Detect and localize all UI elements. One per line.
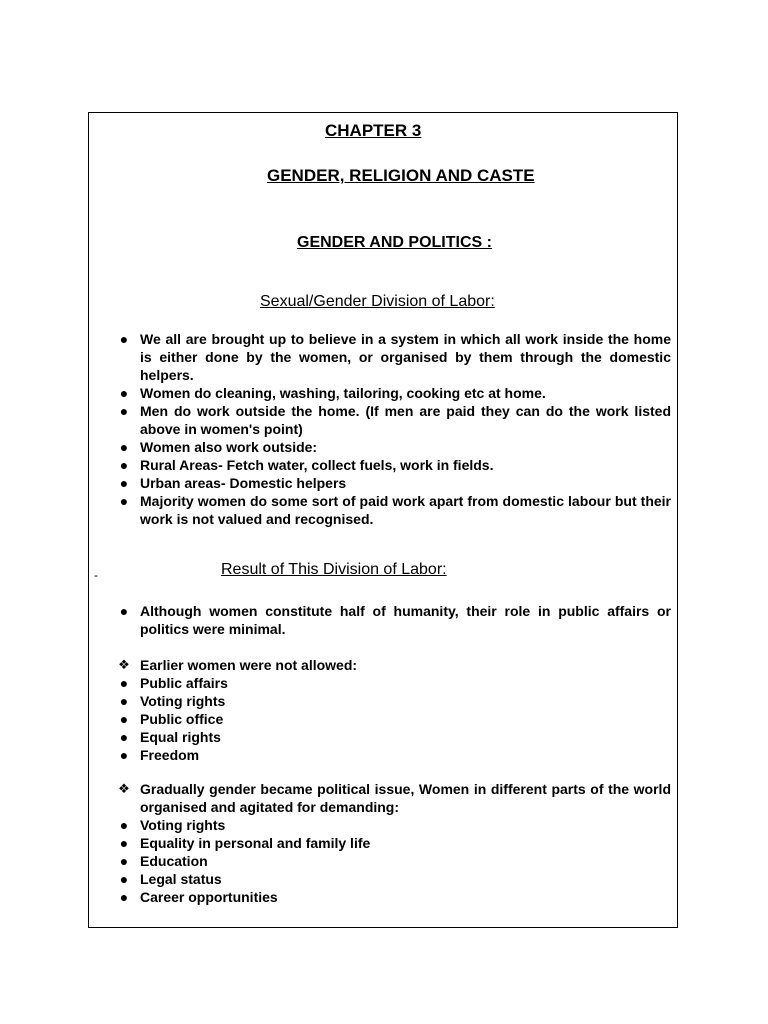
- subsection-title-division: Sexual/Gender Division of Labor:: [260, 293, 495, 310]
- list-heading: ❖ Earlier women were not allowed:: [115, 656, 671, 674]
- list-item: ● Education: [115, 852, 671, 870]
- bullet-icon: ●: [119, 853, 129, 869]
- list-item: ● Women do cleaning, washing, tailoring, cooking etc at home.: [115, 384, 671, 402]
- bullet-icon: ●: [119, 889, 129, 905]
- list-item: ● Women also work outside:: [115, 438, 671, 456]
- bullet-icon: ●: [119, 439, 129, 455]
- list-item: ● Public affairs: [115, 674, 671, 692]
- bullet-icon: ●: [119, 331, 129, 347]
- list-item: ● Legal status: [115, 870, 671, 888]
- chapter-heading: CHAPTER 3: [325, 121, 422, 140]
- section-title: GENDER AND POLITICS :: [297, 234, 492, 251]
- list-item: ● Voting rights: [115, 816, 671, 834]
- bullet-icon: ●: [119, 493, 129, 509]
- bullet-icon: ●: [119, 817, 129, 833]
- list-item: ● Men do work outside the home. (If men are paid they can do the work listed above in women's point): [115, 402, 671, 438]
- bullet-icon: ●: [119, 729, 129, 745]
- subsection-title-result: Result of This Division of Labor:: [221, 561, 447, 578]
- list-item: ● Freedom: [115, 746, 671, 764]
- list-heading: ❖ Gradually gender became political issue, Women in different parts of the world organised and agitated for demanding:: [115, 780, 671, 816]
- not-allowed-list: [115, 656, 671, 764]
- bullet-icon: ●: [119, 675, 129, 691]
- list-item: ● Voting rights: [115, 692, 671, 710]
- result-list: [115, 602, 671, 638]
- bullet-icon: ●: [119, 835, 129, 851]
- list-item: ● Career opportunities: [115, 888, 671, 906]
- bullet-icon: ●: [119, 475, 129, 491]
- bullet-icon: ●: [119, 711, 129, 727]
- list-item: ● We all are brought up to believe in a system in which all work inside the home is either done by the women, or organised by them through the domestic helpers.: [115, 330, 671, 384]
- page-title: GENDER, RELIGION AND CASTE: [267, 166, 535, 185]
- bullet-icon: ●: [119, 747, 129, 763]
- bullet-icon: ●: [119, 457, 129, 473]
- diamond-bullet-icon: ❖: [118, 657, 130, 672]
- list-item: ● Rural Areas- Fetch water, collect fuels, work in fields.: [115, 456, 671, 474]
- bullet-icon: ●: [119, 385, 129, 401]
- demands-list: [115, 780, 671, 906]
- bullet-icon: ●: [119, 403, 129, 419]
- list-item: ● Majority women do some sort of paid work apart from domestic labour but their work is not valued and recognised.: [115, 492, 671, 528]
- list-item: ● Equality in personal and family life: [115, 834, 671, 852]
- list-item: ● Urban areas- Domestic helpers: [115, 474, 671, 492]
- list-item: ● Although women constitute half of humanity, their role in public affairs or politics were minimal.: [115, 602, 671, 638]
- bullet-icon: ●: [119, 693, 129, 709]
- division-of-labor-list: [115, 330, 671, 528]
- bullet-icon: ●: [119, 603, 129, 619]
- bullet-icon: ●: [119, 871, 129, 887]
- stray-mark: -: [94, 568, 98, 582]
- list-item: ● Equal rights: [115, 728, 671, 746]
- diamond-bullet-icon: ❖: [118, 781, 130, 796]
- list-item: ● Public office: [115, 710, 671, 728]
